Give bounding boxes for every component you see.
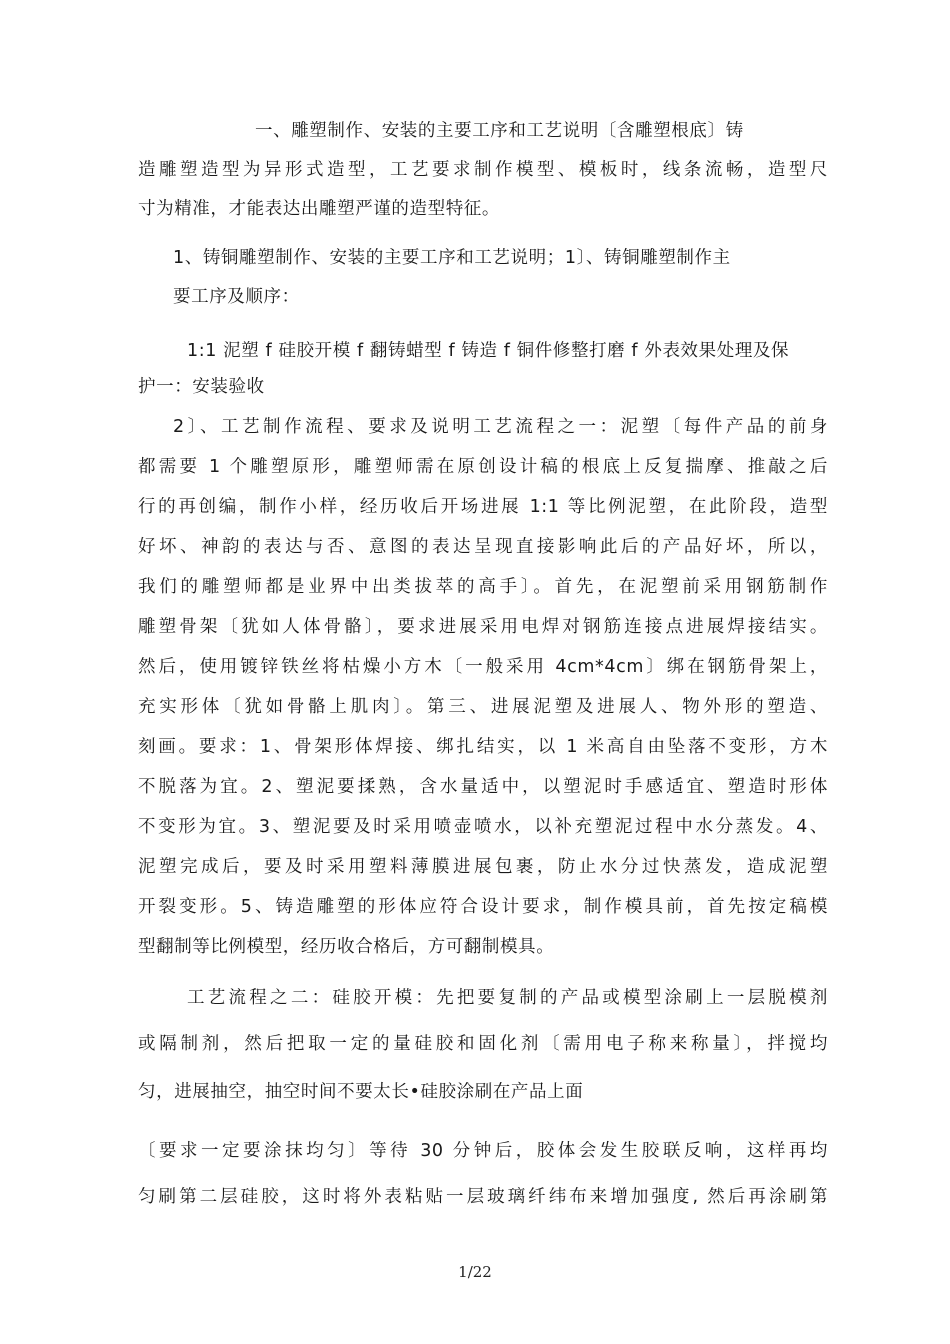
paragraph-line: 不变形为宜。3、塑泥要及时采用喷壶喷水，以补充塑泥过程中水分蒸发。4、 [138,817,828,837]
paragraph-line: 好坏、神韵的表达与否、意图的表达呈现直接影响此后的产品好坏，所以， [138,537,828,557]
paragraph-line: 型翻制等比例模型，经历收合格后，方可翻制模具。 [138,937,555,957]
paragraph-line: 寸为精准，才能表达出雕塑严谨的造型特征。 [138,199,500,219]
section-heading-line: 一、雕塑制作、安装的主要工序和工艺说明〔含雕塑根底〕铸 [255,121,744,141]
paragraph-line: 雕塑骨架〔犹如人体骨骼〕，要求进展采用电焊对钢筋连接点进展焊接结实。 [138,617,828,637]
paragraph-line: 2〕、工艺制作流程、要求及说明工艺流程之一：泥塑〔每件产品的前身 [173,417,828,437]
paragraph-line: 匀刷第二层硅胶，这时将外表粘贴一层玻璃纤纬布来增加强度, 然后再涂刷第 [138,1187,828,1207]
paragraph-line: 都需要 1 个雕塑原形，雕塑师需在原创设计稿的根底上反复揣摩、推敲之后 [138,457,828,477]
paragraph-line: 行的再创编，制作小样，经历收后开场进展 1:1 等比例泥塑，在此阶段，造型 [138,497,828,517]
page-number: 1/22 [458,1263,492,1281]
subsection-heading-line: 1、铸铜雕塑制作、安装的主要工序和工艺说明；1〕、铸铜雕塑制作主 [173,248,731,268]
paragraph-line: 泥塑完成后，要及时采用塑料薄膜进展包裹，防止水分过快蒸发，造成泥塑 [138,857,828,877]
paragraph-line: 充实形体〔犹如骨骼上肌肉〕。第三、进展泥塑及进展人、物外形的塑造、 [138,697,828,717]
paragraph-line: 或隔制剂，然后把取一定的量硅胶和固化剂〔需用电子称来称量〕，拌搅均 [138,1034,828,1054]
paragraph-line: 刻画。要求：1、骨架形体焊接、绑扎结实，以 1 米高自由坠落不变形，方木 [138,737,828,757]
paragraph-line: 造雕塑造型为异形式造型，工艺要求制作模型、模板时，线条流畅，造型尺 [138,160,828,180]
paragraph-line: 我们的雕塑师都是业界中出类拔萃的高手〕。首先，在泥塑前采用钢筋制作 [138,577,828,597]
paragraph-line: 〔要求一定要涂抹均匀〕等待 30 分钟后，胶体会发生胶联反响，这样再均 [138,1141,828,1161]
paragraph-line: 不脱落为宜。2、塑泥要揉熟，含水量适中，以塑泥时手感适宜、塑造时形体 [138,777,828,797]
paragraph-line: 匀，进展抽空，抽空时间不要太长•硅胶涂刷在产品上面 [138,1082,584,1102]
paragraph-line: 要工序及顺序： [173,287,300,307]
paragraph-line: 开裂变形。5、铸造雕塑的形体应符合设计要求，制作模具前，首先按定稿模 [138,897,828,917]
process-sequence-line: 护一：安装验收 [138,377,265,397]
process-sequence-line: 1:1 泥塑 f 硅胶开模 f 翻铸蜡型 f 铸造 f 铜件修整打磨 f 外表效果处理及保 [187,341,790,361]
paragraph-line: 然后，使用镀锌铁丝将枯燥小方木〔一般采用 4cm*4cm〕绑在钢筋骨架上， [138,657,828,677]
paragraph-line: 工艺流程之二：硅胶开模：先把要复制的产品或模型涂刷上一层脱模剂 [187,988,828,1008]
